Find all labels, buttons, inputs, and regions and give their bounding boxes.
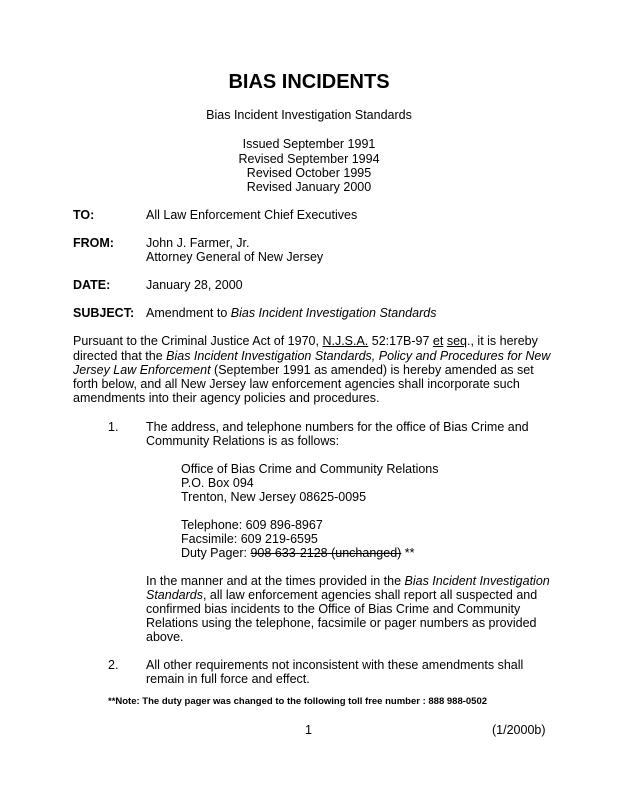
issued-date: Issued September 1991	[242, 137, 376, 151]
item-text: confirmed bias incidents to the Office of Bias Crime and Community	[146, 602, 521, 616]
item-text: above.	[146, 630, 184, 644]
document-code: (1/2000b)	[492, 723, 546, 737]
item-text: The address, and telephone numbers for the office of Bias Crime and	[146, 420, 529, 434]
document-subtitle: Bias Incident Investigation Standards	[206, 108, 412, 122]
page-number: 1	[305, 723, 312, 737]
facsimile-line: Facsimile: 609 219-6595	[181, 532, 318, 546]
document-title: BIAS INCIDENTS	[228, 71, 390, 93]
subject-value: Amendment to Bias Incident Investigation Standards	[146, 306, 437, 320]
item-text: Standards, all law enforcement agencies shall report all suspected and	[146, 588, 538, 602]
to-label: TO:	[73, 208, 95, 222]
intro-line: Pursuant to the Criminal Justice Act of 1970, N.J.S.A. 52:17B-97 et seq., it is hereby	[73, 334, 538, 348]
subject-label: SUBJECT:	[73, 306, 135, 320]
telephone-line: Telephone: 609 896-8967	[181, 518, 323, 532]
from-title: Attorney General of New Jersey	[146, 250, 324, 264]
item-number: 1.	[108, 420, 119, 434]
revised-date: Revised October 1995	[246, 166, 372, 180]
item-number: 2.	[108, 658, 119, 672]
revised-date: Revised September 1994	[238, 152, 380, 166]
intro-line: forth below, and all New Jersey law enforcement agencies shall incorporate such	[73, 377, 520, 391]
intro-line: directed that the Bias Incident Investigation Standards, Policy and Procedures for New	[73, 349, 551, 363]
item-text: Community Relations is as follows:	[146, 434, 340, 448]
revised-date: Revised January 2000	[246, 180, 372, 194]
item-text: All other requirements not inconsistent with these amendments shall	[146, 658, 524, 672]
footnote: **Note: The duty pager was changed to the following toll free number : 888 988-0502	[108, 696, 488, 707]
item-text: remain in full force and effect.	[146, 672, 310, 686]
pager-line: Duty Pager: 908 633-2128 (unchanged) **	[181, 546, 415, 560]
intro-line: amendments into their agency policies and procedures.	[73, 391, 380, 405]
from-label: FROM:	[73, 236, 114, 250]
date-label: DATE:	[73, 278, 111, 292]
intro-line: Jersey Law Enforcement (September 1991 as amended) is hereby amended as set	[73, 363, 534, 377]
from-name: John J. Farmer, Jr.	[146, 236, 250, 250]
address-line: P.O. Box 094	[181, 476, 254, 490]
address-line: Office of Bias Crime and Community Relations	[181, 462, 439, 476]
address-line: Trenton, New Jersey 08625-0095	[181, 490, 367, 504]
item-text: In the manner and at the times provided in the Bias Incident Investigation	[146, 574, 550, 588]
date-value: January 28, 2000	[146, 278, 243, 292]
item-text: Relations using the telephone, facsimile or pager numbers as provided	[146, 616, 537, 630]
to-value: All Law Enforcement Chief Executives	[146, 208, 358, 222]
